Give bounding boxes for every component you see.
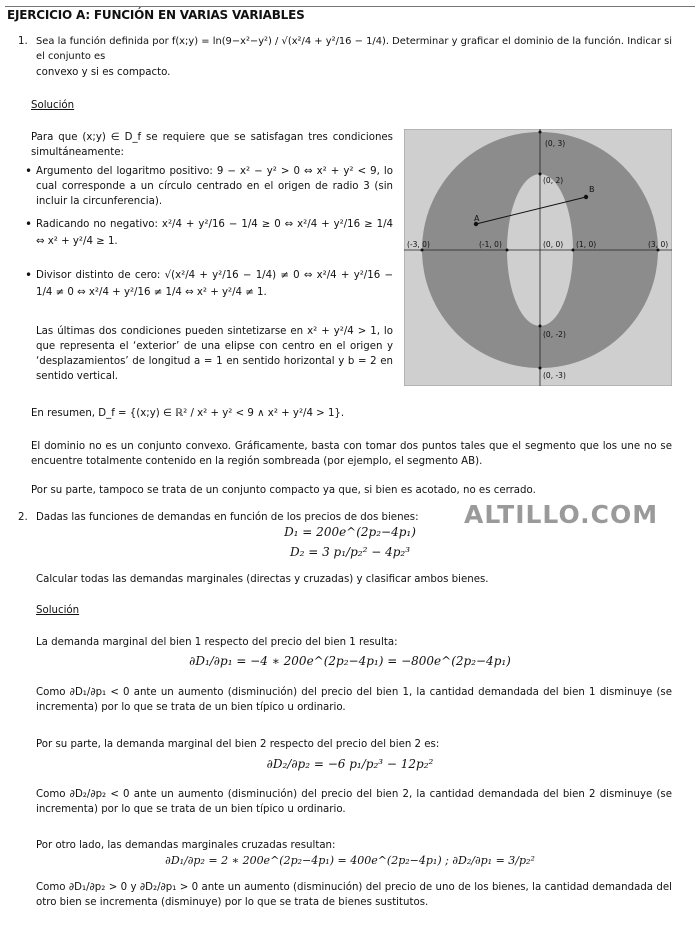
label-point-a: A bbox=[474, 214, 480, 223]
exercise1-intro: Para que (x;y) ∈ D_f se requiere que se satisfagan tres condiciones simultáneamente: bbox=[31, 132, 393, 158]
exercise2-paragraph1: La demanda marginal del bien 1 respecto del precio del bien 1 resulta: bbox=[36, 637, 398, 648]
condition-divisor: • Divisor distinto de cero: √(x²/4 + y²/16 − 1/4) ≠ 0 ⇔ x²/4 + y²/16 − 1/4 ≠ 0 ⇔ x²/4 + y²/16 ≠ 1/4 ⇔ x² + y²/4 ≠ 1. bbox=[36, 267, 393, 301]
tick-y-bottom bbox=[539, 367, 542, 370]
label-point-b: B bbox=[589, 185, 595, 194]
condition-log: • Argumento del logaritmo positivo: 9 − x² − y² > 0 ⇔ x² + y² < 9, lo cual corresponde a un círculo centrado en el origen de radio 3 (sin incluir la circunferencia). bbox=[36, 164, 393, 209]
label-y-two: (0, 2) bbox=[543, 176, 564, 185]
exercise1-summary: En resumen, D_f = {(x;y) ∈ ℝ² / x² + y² < 9 ∧ x² + y²/4 > 1}. bbox=[31, 408, 345, 419]
equation-d2: D₂ = 3 p₁/p₂² − 4p₂³ bbox=[289, 545, 411, 559]
watermark-logo: ALTILLO.COM bbox=[464, 500, 659, 529]
domain-graph bbox=[404, 129, 672, 386]
exercise2-paragraph5: Por otro lado, las demandas marginales cruzadas resultan: bbox=[36, 840, 336, 851]
exercise1-solution-label: Solución bbox=[31, 100, 75, 111]
exercise2-number: 2. bbox=[18, 512, 28, 523]
tick-y-top bbox=[539, 131, 542, 134]
label-x-neg1: (-1, 0) bbox=[479, 240, 502, 249]
tick-y-neg2 bbox=[539, 325, 542, 328]
exercise2-task: Calcular todas las demandas marginales (directas y cruzadas) y clasificar ambos bienes. bbox=[36, 574, 489, 585]
label-y-neg2: (0, -2) bbox=[543, 330, 566, 339]
equation-d1: D₁ = 200e^(2p₂−4p₁) bbox=[284, 525, 416, 539]
label-x-left: (-3, 0) bbox=[407, 240, 430, 249]
equation-cross: ∂D₁/∂p₂ = 2 ∗ 200e^(2p₂−4p₁) = 400e^(2p₂−4p₁) ; ∂D₂/∂p₁ = 3/p₂² bbox=[165, 854, 535, 867]
condition-radicand: • Radicando no negativo: x²/4 + y²/16 − 1/4 ≥ 0 ⇔ x²/4 + y²/16 ≥ 1/4 ⇔ x² + y²/4 ≥ 1. bbox=[36, 216, 393, 250]
exercise1-statement: Sea la función definida por f(x;y) = ln(9−x²−y²) / √(x²/4 + y²/16 − 1/4). Determinar y graficar el dominio de la función. Indicar si el conjunto es bbox=[36, 36, 672, 62]
exercise1-convex: El dominio no es un conjunto convexo. Gráficamente, basta con tomar dos puntos tales que el segmento que los une no se encuentre totalmente contenido en la región sombreada (por ejemplo, el segmento AB). bbox=[31, 441, 672, 467]
exercise2-paragraph6: Como ∂D₁/∂p₂ > 0 y ∂D₂/∂p₁ > 0 ante un aumento (disminución) del precio de uno de los bienes, la cantidad demandada del otro bien se incrementa (disminuye) por lo que se trata de bienes sustitutos. bbox=[36, 882, 672, 908]
label-x-right: (3, 0) bbox=[648, 240, 669, 249]
tick-x-one bbox=[572, 249, 575, 252]
exercise2-paragraph3: Por su parte, la demanda marginal del bien 2 respecto del precio del bien 2 es: bbox=[36, 739, 440, 750]
exercise2-solution-label: Solución bbox=[36, 605, 80, 616]
page-title: EJERCICIO A: FUNCIÓN EN VARIAS VARIABLES bbox=[7, 8, 305, 22]
exercise1-compact: Por su parte, tampoco se trata de un conjunto compacto ya que, si bien es acotado, no es cerrado. bbox=[31, 485, 536, 496]
label-x-one: (1, 0) bbox=[576, 240, 597, 249]
label-y-bottom: (0, -3) bbox=[543, 371, 566, 380]
equation-marginal-2: ∂D₂/∂p₂ = −6 p₁/p₂³ − 12p₂² bbox=[266, 757, 434, 771]
label-origin: (0, 0) bbox=[543, 240, 564, 249]
point-b-marker bbox=[584, 195, 588, 199]
exercise1-number: 1. bbox=[18, 36, 28, 47]
exercise2-paragraph4: Como ∂D₂/∂p₂ < 0 ante un aumento (disminución) del precio del bien 2, la cantidad demandada del bien 2 disminuye (se incrementa) por lo que se trata de un bien típico u ordinario. bbox=[36, 789, 672, 815]
exercise2-paragraph2: Como ∂D₁/∂p₁ < 0 ante un aumento (disminución) del precio del bien 1, la cantidad demandada del bien 1 disminuye (se incrementa) por lo que se trata de un bien típico u ordinario. bbox=[36, 687, 672, 713]
top-rule bbox=[5, 6, 695, 7]
label-y-top: (0, 3) bbox=[545, 139, 566, 148]
equation-marginal-1: ∂D₁/∂p₁ = −4 ∗ 200e^(2p₂−4p₁) = −800e^(2p₂−4p₁) bbox=[189, 654, 511, 668]
exercise1-statement-end: convexo y si es compacto. bbox=[36, 67, 171, 78]
exercise2-statement: Dadas las funciones de demandas en función de los precios de dos bienes: bbox=[36, 512, 419, 523]
exercise1-synthesis: Las últimas dos condiciones pueden sintetizarse en x² + y²/4 > 1, lo que representa el ‘exterior’ de una elipse con centro en el origen y ‘desplazamientos’ de longitud a = 1 en sentido horizontal y b = 2 en sentido vertical. bbox=[36, 326, 393, 382]
tick-y-two bbox=[539, 173, 542, 176]
tick-x-neg1 bbox=[506, 249, 509, 252]
